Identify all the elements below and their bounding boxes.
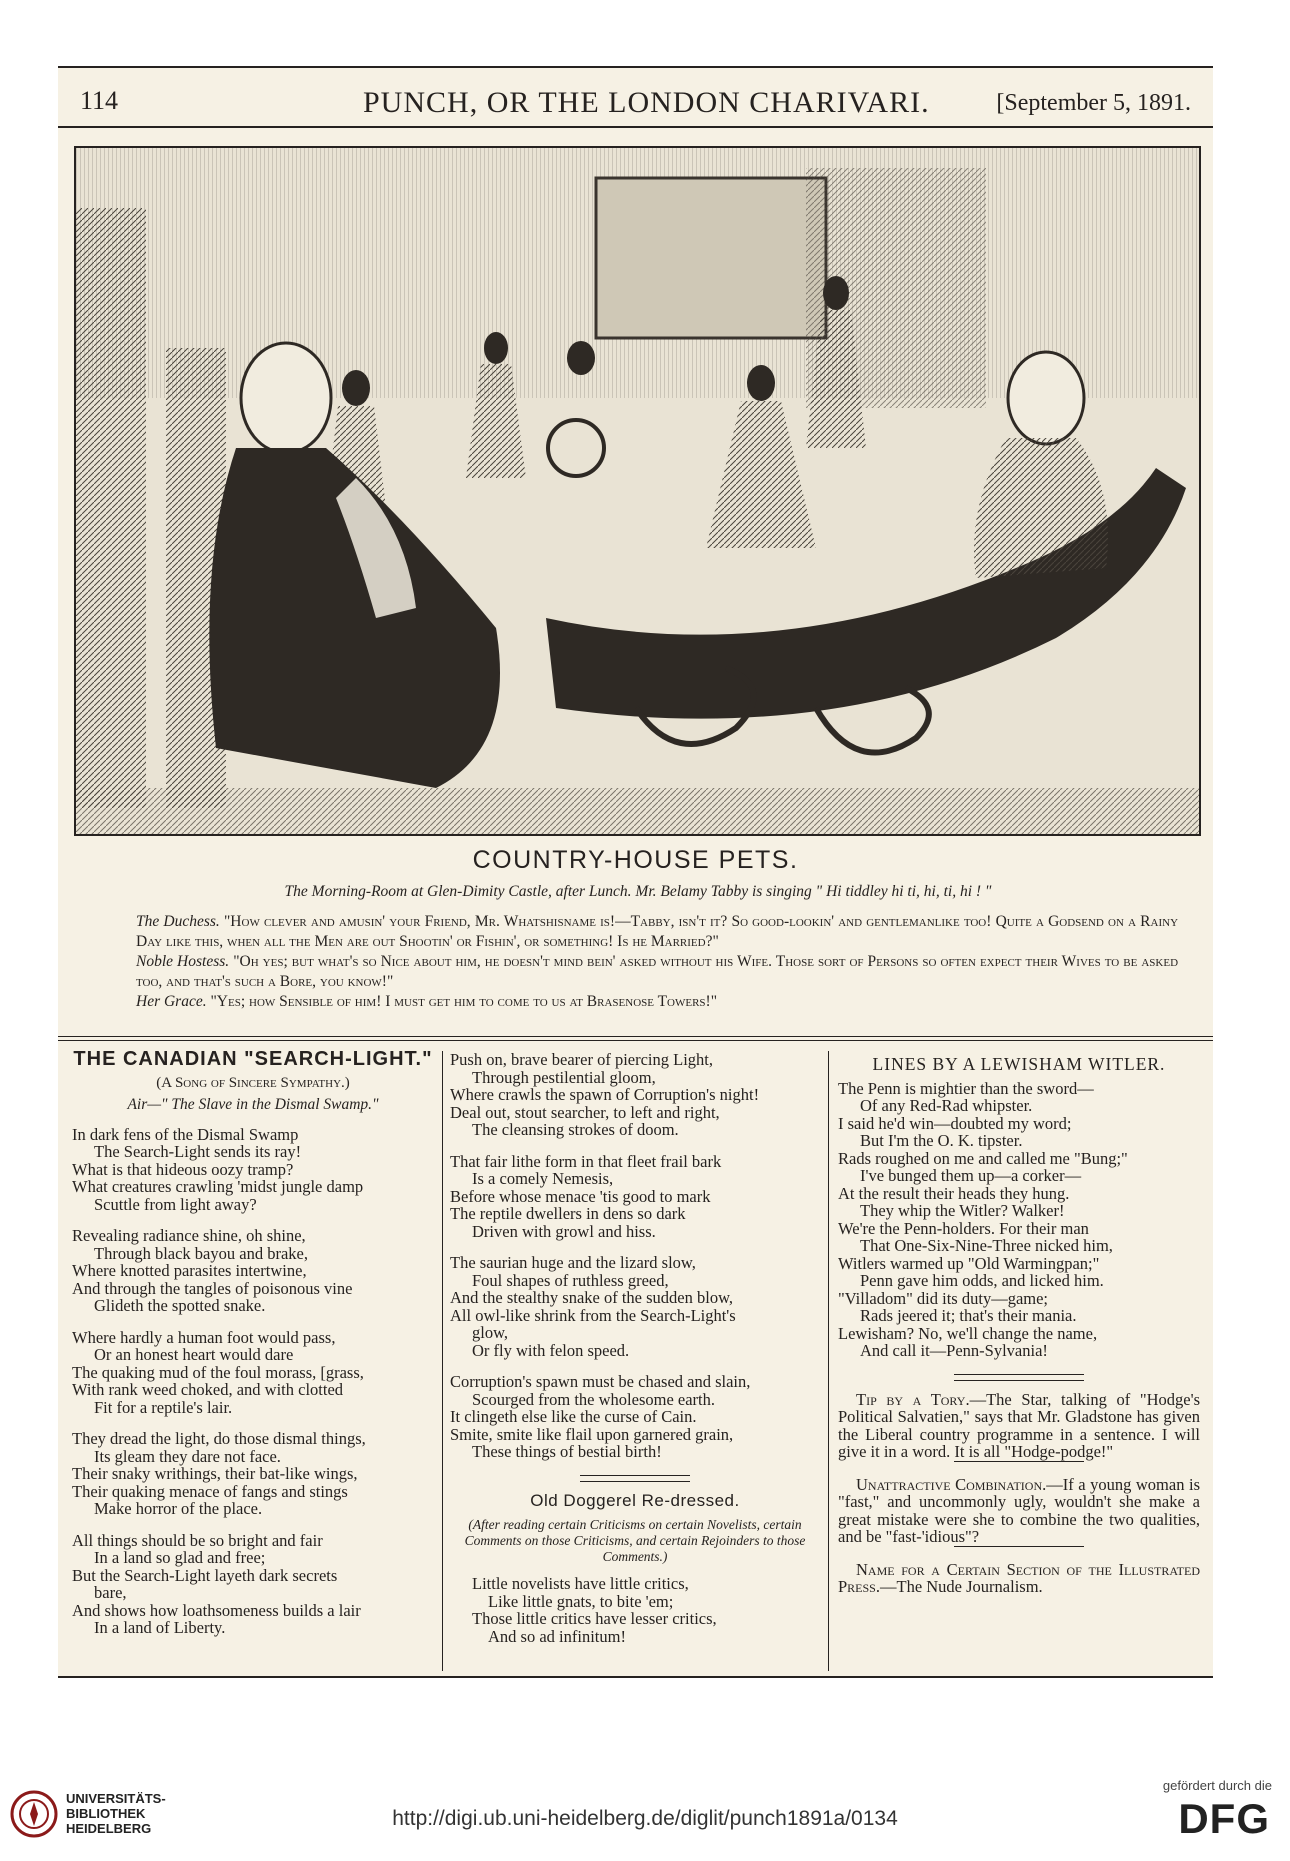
witler-column xyxy=(838,1056,1200,1596)
poem-stanza: Revealing radiance shine, oh shine, Through black bayou and brake, Where knotted parasites intertwine, And through the tangles of poisonous vine Glideth the spotted snake. xyxy=(72,1226,353,1315)
witler-poem: The Penn is mightier than the sword— Of any Red-Rad whipster. I said he'd win—doubted my word; But I'm the O. K. tipster. Rads roughed on me and called me "Bung;" I've bunged them up—a corker— At the result their heads they hung. They whip the Witler? Walker! We're the Penn-holders. For their man That One-Six-Nine-Three nicked him, Witlers warmed up "Old Warmingpan;" Penn gave him odds, and licked him. "Villadom" did its duty—game; Rads jeered it; that's their mania. Lewisham? No, we'll change the name, And call it—Penn-Sylvania! xyxy=(838,1078,1128,1360)
poem-stanza: They dread the light, do those dismal things, Its gleam they dare not face. Their snaky writhings, their bat-like wings, Their quaking menace of fangs and stings Make horror of the place. xyxy=(72,1429,366,1518)
section-divider xyxy=(954,1374,1084,1381)
unattractive-combination: Unattractive Combination.—If a young woman is "fast," and uncommonly ugly, wouldn't she make a great mistake were she to combine the two qualities, and be "fast-'idious"? xyxy=(838,1474,1200,1546)
poem-stanza: Corruption's spawn must be chased and slain, Scourged from the wholesome earth. It clingeth else like the curse of Cain. Smite, smite like flail upon garnered grain, These things of bestial birth! xyxy=(450,1372,751,1461)
permalink[interactable]: http://digi.ub.uni-heidelberg.de/diglit/punch1891a/0134 xyxy=(392,1807,898,1830)
journal-page xyxy=(58,66,1213,1678)
doggerel-verse: Little novelists have little critics, Like little gnats, to bite 'em; Those little critics have lesser critics, And so ad infinitum! xyxy=(472,1574,717,1646)
poem-stanza: In dark fens of the Dismal Swamp The Search-Light sends its ray! What is that hideous oozy tramp? What creatures crawling 'midst jungle damp Scuttle from light away? xyxy=(72,1124,364,1214)
poem-stanza: All things should be so bright and fair In a land so glad and free; But the Search-Light layeth dark secrets bare, And shows how loathsomeness builds a lair In a land of Liberty. xyxy=(72,1530,361,1637)
issue-date: [September 5, 1891. xyxy=(996,90,1191,116)
page-border-bottom xyxy=(58,1676,1213,1678)
dialogue-line: "Oh yes; but what's so Nice about him, he doesn't mind bein' asked without his Wife. Those sort of Persons so often expect their Wives to be asked too, and that's such a Bore, you know!" xyxy=(136,953,1179,990)
cartoon-illustration xyxy=(74,146,1201,836)
cartoon-dialogue xyxy=(98,912,1178,1012)
search-light-subtitle: (A Song of Sincere Sympathy.) xyxy=(156,1074,350,1091)
search-light-title: THE CANADIAN "SEARCH-LIGHT." xyxy=(73,1048,433,1070)
page-number: 114 xyxy=(80,86,119,115)
column-rule xyxy=(828,1051,829,1671)
search-light-column-1 xyxy=(72,1048,434,1651)
cartoon-title: COUNTRY-HOUSE PETS. xyxy=(472,846,799,874)
column-rule xyxy=(442,1051,443,1671)
poem-stanza: That fair lithe form in that fleet frail bark Is a comely Nemesis, Before whose menace 'tis good to mark The reptile dwellers in dens so dark Driven with growl and hiss. xyxy=(450,1151,722,1241)
dialogue-speaker: The Duchess. xyxy=(136,913,220,930)
section-divider xyxy=(580,1475,690,1482)
cartoon-subtitle-text: The Morning-Room at Glen-Dimity Castle, after Lunch. Mr. Belamy Tabby is singing " Hi tiddley hi ti, hi, ti, hi ! " xyxy=(284,883,992,900)
page-border-top xyxy=(58,66,1213,68)
running-header xyxy=(58,86,1213,126)
dfg-logo: DFG xyxy=(1178,1795,1270,1842)
poem-stanza: Push on, brave bearer of piercing Light, Through pestilential gloom, Where crawls the spawn of Corruption's night! Deal out, stout searcher, to left and right, The cleansing strokes of doom. xyxy=(450,1050,760,1139)
dialogue-line: "Yes; how Sensible of him! I must get him to come to us at Brasenose Towers!" xyxy=(210,993,718,1010)
cartoon-subtitle xyxy=(98,882,1178,902)
section-rule xyxy=(58,1036,1213,1037)
search-light-air: Air—" The Slave in the Dismal Swamp." xyxy=(127,1096,379,1113)
name-for-press-section: Name for a Certain Section of the Illustrated Press.—The Nude Journalism. xyxy=(838,1559,1200,1596)
dialogue-speaker: Noble Hostess. xyxy=(136,953,230,970)
doggerel-note: (After reading certain Criticisms on certain Novelists, certain Comments on those Criticisms, and certain Rejoinders to those Comments.) xyxy=(464,1517,806,1564)
poem-stanza: Where hardly a human foot would pass, Or an honest heart would dare The quaking mud of the foul morass, [grass, With rank weed choked, and with clotted Fit for a reptile's lair. xyxy=(72,1327,364,1417)
header-rule xyxy=(58,126,1213,128)
tip-by-a-tory: Tip by a Tory.—The Star, talking of "Hodge's Political Salvatien," says that Mr. Gladstone has given the Liberal country programme in a sentence. I will give it in a word. It is all "Hodge-podge!" xyxy=(838,1389,1200,1461)
masthead-title: PUNCH, OR THE LONDON CHARIVARI. xyxy=(363,86,930,119)
section-rule xyxy=(58,1040,1213,1041)
funding-label: gefördert durch die xyxy=(1162,1778,1272,1793)
institution-name: UNIVERSITÄTS- BIBLIOTHEK HEIDELBERG xyxy=(66,1791,166,1836)
dialogue-speaker: Her Grace. xyxy=(136,993,207,1010)
search-light-column-2 xyxy=(450,1051,820,1645)
doggerel-title: Old Doggerel Re-dressed. xyxy=(530,1490,740,1510)
cartoon-engraving xyxy=(76,148,1199,834)
poem-stanza: The saurian huge and the lizard slow, Foul shapes of ruthless greed, And the stealthy snake of the sudden blow, All owl-like shrink from the Search-Light's glow, Or fly with felon speed. xyxy=(450,1253,736,1360)
dialogue-line: "How clever and amusin' your Friend, Mr. Whatshisname is!—Tabby, isn't it? So good-lookin' and gentlemanlike too! Quite a Godsend on a Rainy Day like this, when all the Men are out Shootin' or Fishin', or something! Is he Married?" xyxy=(136,913,1179,950)
window-drape-icon xyxy=(76,208,146,808)
witler-title: LINES BY A LEWISHAM WITLER. xyxy=(872,1054,1166,1074)
